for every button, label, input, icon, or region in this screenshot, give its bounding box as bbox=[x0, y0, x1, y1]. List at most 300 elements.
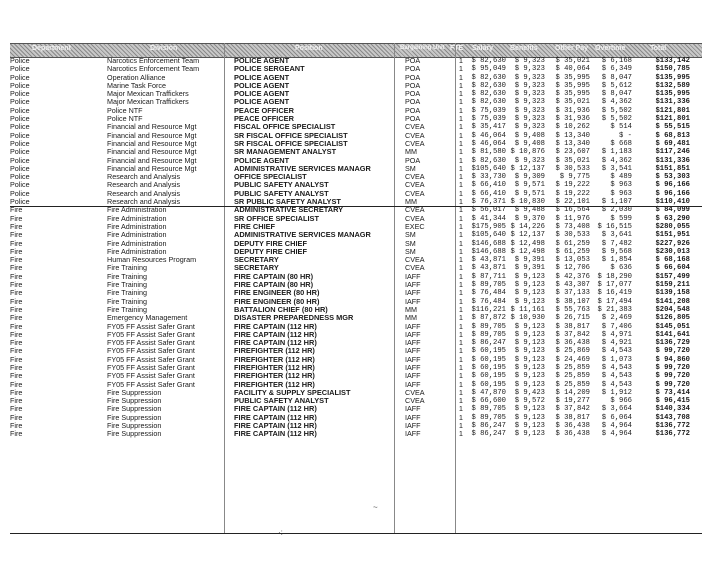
cell-salary: $ 60,195 bbox=[471, 372, 506, 381]
cell-position: ADMINISTRATIVE SECRETARY bbox=[234, 205, 344, 215]
cell-division: Financial and Resource Mgt bbox=[107, 122, 197, 132]
cell-total: $151,951 bbox=[655, 231, 690, 240]
cell-division: FY05 FF Assist Safer Grant bbox=[107, 338, 195, 348]
cell-overtime: $ 18,290 bbox=[597, 272, 632, 281]
cell-fte: 1 bbox=[458, 280, 463, 290]
cell-benefits: $ 9,571 bbox=[514, 181, 545, 190]
cell-salary: $146,688 bbox=[471, 239, 506, 248]
cell-benefits: $ 9,123 bbox=[514, 355, 545, 364]
cell-overtime: $ 489 bbox=[610, 173, 632, 182]
cell-total: $141,208 bbox=[655, 297, 690, 306]
cell-benefits: $ 9,323 bbox=[514, 65, 545, 74]
cell-other-pay: $ 42,376 bbox=[555, 272, 590, 281]
cell-salary: $ 35,417 bbox=[471, 123, 506, 132]
cell-benefits: $ 9,323 bbox=[514, 106, 545, 115]
cell-benefits: $ 9,123 bbox=[514, 380, 545, 389]
cell-fte: 1 bbox=[458, 122, 463, 132]
cell-salary: $105,640 bbox=[471, 164, 506, 173]
cell-overtime: $ 17,077 bbox=[597, 281, 632, 290]
cell-other-pay: $ 25,869 bbox=[555, 347, 590, 356]
cell-bargaining-unit: IAFF bbox=[405, 321, 421, 331]
cell-position: FIRE CAPTAIN (112 HR) bbox=[234, 338, 317, 348]
cell-division: Major Mexican Traffickers bbox=[107, 97, 189, 107]
cell-fte: 1 bbox=[458, 271, 463, 281]
cell-salary: $ 89,705 bbox=[471, 322, 506, 331]
cell-other-pay: $ 37,133 bbox=[555, 289, 590, 298]
cell-position: PEACE OFFICER bbox=[234, 114, 294, 124]
cell-other-pay: $ 73,408 bbox=[555, 222, 590, 231]
cell-department: Fire bbox=[10, 412, 23, 422]
cell-division: Fire Administration bbox=[107, 205, 167, 215]
cell-position: PEACE OFFICER bbox=[234, 105, 294, 115]
cell-benefits: $ 9,323 bbox=[514, 73, 545, 82]
cell-benefits: $ 11,161 bbox=[510, 305, 545, 314]
cell-total: $110,410 bbox=[655, 198, 690, 207]
cell-fte: 1 bbox=[458, 80, 463, 90]
cell-fte: 1 bbox=[458, 180, 463, 190]
cell-total: $ 63,290 bbox=[655, 214, 690, 223]
cell-total: $136,772 bbox=[655, 430, 690, 439]
cell-salary: $ 76,484 bbox=[471, 289, 506, 298]
cell-division: Emergency Management bbox=[107, 313, 188, 323]
cell-salary: $ 66,600 bbox=[471, 397, 506, 406]
cell-department: Fire bbox=[10, 304, 23, 314]
cell-salary: $ 87,872 bbox=[471, 314, 506, 323]
cell-department: Fire bbox=[10, 313, 23, 323]
cell-other-pay: $ 35,021 bbox=[555, 156, 590, 165]
cell-department: Fire bbox=[10, 221, 23, 231]
cell-other-pay: $ 37,842 bbox=[555, 405, 590, 414]
cell-overtime: $ 7,406 bbox=[601, 322, 632, 331]
cell-total: $157,499 bbox=[655, 272, 690, 281]
cell-bargaining-unit: EXEC bbox=[405, 221, 425, 231]
cell-position: FIRE CAPTAIN (112 HR) bbox=[234, 429, 317, 439]
cell-total: $132,589 bbox=[655, 81, 690, 90]
cell-department: Police bbox=[10, 64, 30, 74]
cell-fte: 1 bbox=[458, 197, 463, 207]
cell-department: Police bbox=[10, 122, 30, 132]
cell-department: Police bbox=[10, 197, 30, 207]
cell-fte: 1 bbox=[458, 163, 463, 173]
cell-position: FIREFIGHTER (112 HR) bbox=[234, 362, 315, 372]
cell-bargaining-unit: CVEA bbox=[405, 130, 425, 140]
cell-fte: 1 bbox=[458, 89, 463, 99]
cell-bargaining-unit: POA bbox=[405, 80, 421, 90]
cell-position: POLICE SERGEANT bbox=[234, 64, 305, 74]
cell-division: Financial and Resource Mgt bbox=[107, 147, 197, 157]
cell-position: FIREFIGHTER (112 HR) bbox=[234, 371, 315, 381]
cell-overtime: $ 21,383 bbox=[597, 305, 632, 314]
cell-division: Fire Administration bbox=[107, 246, 167, 256]
cell-department: Police bbox=[10, 147, 30, 157]
cell-position: FIRE CAPTAIN (112 HR) bbox=[234, 404, 317, 414]
cell-total: $143,708 bbox=[655, 413, 690, 422]
cell-other-pay: $ 22,101 bbox=[555, 198, 590, 207]
cell-salary: $175,905 bbox=[471, 222, 506, 231]
cell-department: Police bbox=[10, 80, 30, 90]
cell-benefits: $ 9,391 bbox=[514, 256, 545, 265]
cell-benefits: $ 9,123 bbox=[514, 413, 545, 422]
cell-other-pay: $ 37,842 bbox=[555, 330, 590, 339]
cell-division: Operation Alliance bbox=[107, 72, 166, 82]
cell-benefits: $ 9,123 bbox=[514, 281, 545, 290]
cell-bargaining-unit: CVEA bbox=[405, 180, 425, 190]
cell-fte: 1 bbox=[458, 105, 463, 115]
cell-benefits: $ 9,123 bbox=[514, 339, 545, 348]
cell-division: Fire Suppression bbox=[107, 412, 162, 422]
cell-position: DEPUTY FIRE CHIEF bbox=[234, 238, 307, 248]
cell-position: POLICE AGENT bbox=[234, 56, 290, 65]
cell-benefits: $ 9,123 bbox=[514, 422, 545, 431]
cell-salary: $ 82,630 bbox=[471, 73, 506, 82]
cell-total: $126,805 bbox=[655, 314, 690, 323]
cell-other-pay: $ 11,976 bbox=[555, 214, 590, 223]
cell-bargaining-unit: POA bbox=[405, 72, 421, 82]
cell-benefits: $ 9,123 bbox=[514, 372, 545, 381]
cell-position: DEPUTY FIRE CHIEF bbox=[234, 246, 307, 256]
table-bottom-rule bbox=[10, 533, 702, 534]
cell-position: PUBLIC SAFETY ANALYST bbox=[234, 180, 329, 190]
cell-other-pay: $ 30,533 bbox=[555, 164, 590, 173]
cell-benefits: $ 9,323 bbox=[514, 81, 545, 90]
cell-overtime: $ 668 bbox=[610, 139, 632, 148]
cell-department: Police bbox=[10, 172, 30, 182]
cell-department: Police bbox=[10, 89, 30, 99]
cell-bargaining-unit: SM bbox=[405, 238, 416, 248]
cell-salary: $ 66,410 bbox=[471, 189, 506, 198]
cell-bargaining-unit: SM bbox=[405, 246, 416, 256]
cell-total: $ 66,604 bbox=[655, 264, 690, 273]
cell-overtime: $ 599 bbox=[610, 214, 632, 223]
cell-benefits: $ 9,572 bbox=[514, 397, 545, 406]
cell-total: $227,926 bbox=[655, 239, 690, 248]
cell-salary: $ 60,195 bbox=[471, 363, 506, 372]
cell-fte: 1 bbox=[458, 72, 463, 82]
cell-fte: 1 bbox=[458, 296, 463, 306]
cell-overtime: $ 5,502 bbox=[601, 106, 632, 115]
cell-fte: 1 bbox=[458, 138, 463, 148]
cell-benefits: $ 9,571 bbox=[514, 189, 545, 198]
cell-overtime: $ 16,419 bbox=[597, 289, 632, 298]
cell-salary: $ 89,705 bbox=[471, 405, 506, 414]
cell-division: Fire Suppression bbox=[107, 387, 162, 397]
cell-bargaining-unit: IAFF bbox=[405, 271, 421, 281]
cell-bargaining-unit: CVEA bbox=[405, 387, 425, 397]
cell-fte: 1 bbox=[458, 114, 463, 124]
cell-bargaining-unit: IAFF bbox=[405, 429, 421, 439]
cell-division: Fire Suppression bbox=[107, 421, 162, 431]
cell-fte: 1 bbox=[458, 321, 463, 331]
cell-salary: $ 75,039 bbox=[471, 115, 506, 124]
cell-department: Fire bbox=[10, 396, 23, 406]
cell-overtime: $ 4,964 bbox=[601, 430, 632, 439]
cell-bargaining-unit: SM bbox=[405, 163, 416, 173]
cell-fte: 1 bbox=[458, 379, 463, 389]
cell-position: FISCAL OFFICE SPECIALIST bbox=[234, 122, 336, 132]
cell-position: FACILITY & SUPPLY SPECIALIST bbox=[234, 387, 351, 397]
cell-salary: $ 82,630 bbox=[471, 156, 506, 165]
cell-total: $139,158 bbox=[655, 289, 690, 298]
cell-overtime: $ 636 bbox=[610, 264, 632, 273]
cell-total: $151,851 bbox=[655, 164, 690, 173]
cell-total: $ 96,415 bbox=[655, 397, 690, 406]
cell-bargaining-unit: CVEA bbox=[405, 205, 425, 215]
cell-total: $135,995 bbox=[655, 90, 690, 99]
cell-other-pay: $ 35,995 bbox=[555, 73, 590, 82]
cell-total: $131,336 bbox=[655, 156, 690, 165]
cell-fte: 1 bbox=[458, 130, 463, 140]
cell-fte: 1 bbox=[458, 238, 463, 248]
cell-division: Police NTF bbox=[107, 114, 143, 124]
cell-other-pay: $ 19,222 bbox=[555, 181, 590, 190]
cell-other-pay: $ 13,053 bbox=[555, 256, 590, 265]
cell-division: Financial and Resource Mgt bbox=[107, 130, 197, 140]
cell-bargaining-unit: IAFF bbox=[405, 338, 421, 348]
cell-fte: 1 bbox=[458, 147, 463, 157]
cell-salary: $ 66,410 bbox=[471, 181, 506, 190]
cell-department: Fire bbox=[10, 238, 23, 248]
cell-overtime: $ 4,543 bbox=[601, 347, 632, 356]
cell-fte: 1 bbox=[458, 313, 463, 323]
cell-other-pay: $ 26,715 bbox=[555, 314, 590, 323]
cell-department: Fire bbox=[10, 230, 23, 240]
cell-other-pay: $ 13,340 bbox=[555, 139, 590, 148]
cell-position: FIRE CAPTAIN (80 HR) bbox=[234, 280, 314, 290]
cell-fte: 1 bbox=[458, 230, 463, 240]
cell-overtime: $ 4,921 bbox=[601, 339, 632, 348]
cell-department: Fire bbox=[10, 246, 23, 256]
cell-benefits: $ 10,876 bbox=[510, 148, 545, 157]
cell-position: SECRETARY bbox=[234, 255, 279, 265]
cell-other-pay: $ 13,340 bbox=[555, 131, 590, 140]
cell-position: SR OFFICE SPECIALIST bbox=[234, 213, 319, 223]
cell-benefits: $ 12,498 bbox=[510, 239, 545, 248]
cell-bargaining-unit: IAFF bbox=[405, 412, 421, 422]
cell-salary: $ 82,630 bbox=[471, 98, 506, 107]
cell-other-pay: $ 30,533 bbox=[555, 231, 590, 240]
cell-salary: $ 75,039 bbox=[471, 106, 506, 115]
cell-bargaining-unit: IAFF bbox=[405, 354, 421, 364]
cell-other-pay: $ 12,706 bbox=[555, 264, 590, 273]
cell-department: Police bbox=[10, 97, 30, 107]
cell-bargaining-unit: POA bbox=[405, 56, 421, 65]
cell-fte: 1 bbox=[458, 421, 463, 431]
cell-department: Police bbox=[10, 105, 30, 115]
cell-division: FY05 FF Assist Safer Grant bbox=[107, 346, 195, 356]
cell-bargaining-unit: CVEA bbox=[405, 138, 425, 148]
cell-division: FY05 FF Assist Safer Grant bbox=[107, 379, 195, 389]
cell-other-pay: $ 25,859 bbox=[555, 372, 590, 381]
header-division: Division bbox=[150, 45, 178, 52]
cell-division: Financial and Resource Mgt bbox=[107, 155, 197, 165]
cell-department: Fire bbox=[10, 271, 23, 281]
cell-benefits: $ 9,123 bbox=[514, 322, 545, 331]
cell-benefits: $ 9,323 bbox=[514, 123, 545, 132]
cell-position: POLICE AGENT bbox=[234, 80, 290, 90]
cell-other-pay: $ 31,936 bbox=[555, 115, 590, 124]
cell-position: DISASTER PREPAREDNESS MGR bbox=[234, 313, 354, 323]
cell-position: ADMINISTRATIVE SERVICES MANAGR bbox=[234, 230, 371, 240]
cell-division: Fire Suppression bbox=[107, 404, 162, 414]
cell-total: $ 94,860 bbox=[655, 355, 690, 364]
cell-fte: 1 bbox=[458, 255, 463, 265]
cell-benefits: $ 9,423 bbox=[514, 388, 545, 397]
cell-total: $ 96,166 bbox=[655, 189, 690, 198]
cell-benefits: $ 9,323 bbox=[514, 98, 545, 107]
cell-division: Fire Administration bbox=[107, 221, 167, 231]
cell-overtime: $ 6,349 bbox=[601, 65, 632, 74]
cell-fte: 1 bbox=[458, 346, 463, 356]
cell-salary: $ 33,730 bbox=[471, 173, 506, 182]
cell-department: Fire bbox=[10, 387, 23, 397]
cell-position: FIRE CAPTAIN (112 HR) bbox=[234, 421, 317, 431]
header-benefits: Benefits bbox=[510, 45, 538, 52]
cell-overtime: $ 1,183 bbox=[601, 148, 632, 157]
cell-salary: $ 60,195 bbox=[471, 347, 506, 356]
cell-benefits: $ 9,123 bbox=[514, 405, 545, 414]
cell-salary: $ 76,371 bbox=[471, 198, 506, 207]
cell-fte: 1 bbox=[458, 412, 463, 422]
cell-overtime: $ - bbox=[619, 131, 632, 140]
cell-position: POLICE AGENT bbox=[234, 155, 290, 165]
cell-position: SECRETARY bbox=[234, 263, 279, 273]
cell-salary: $ 87,711 bbox=[471, 272, 506, 281]
cell-division: FY05 FF Assist Safer Grant bbox=[107, 321, 195, 331]
cell-bargaining-unit: CVEA bbox=[405, 172, 425, 182]
cell-department: Police bbox=[10, 155, 30, 165]
cell-fte: 1 bbox=[458, 172, 463, 182]
cell-division: Financial and Resource Mgt bbox=[107, 138, 197, 148]
cell-overtime: $ 4,971 bbox=[601, 330, 632, 339]
cell-overtime: $ 2,469 bbox=[601, 314, 632, 323]
cell-position: BATTALION CHIEF (80 HR) bbox=[234, 304, 328, 314]
cell-total: $ 55,515 bbox=[655, 123, 690, 132]
cell-bargaining-unit: MM bbox=[405, 197, 417, 207]
cell-department: Fire bbox=[10, 321, 23, 331]
cell-overtime: $ 17,494 bbox=[597, 297, 632, 306]
cell-benefits: $ 9,323 bbox=[514, 115, 545, 124]
cell-overtime: $ 4,964 bbox=[601, 422, 632, 431]
cell-fte: 1 bbox=[458, 221, 463, 231]
cell-overtime: $ 966 bbox=[610, 397, 632, 406]
cell-salary: $ 46,064 bbox=[471, 139, 506, 148]
cell-department: Fire bbox=[10, 296, 23, 306]
cell-other-pay: $ 61,259 bbox=[555, 247, 590, 256]
cell-benefits: $ 12,498 bbox=[510, 247, 545, 256]
cell-department: Police bbox=[10, 72, 30, 82]
cell-salary: $ 46,064 bbox=[471, 131, 506, 140]
cell-division: Narcotics Enforcement Team bbox=[107, 64, 200, 74]
cell-total: $145,051 bbox=[655, 322, 690, 331]
cell-overtime: $ 1,854 bbox=[601, 256, 632, 265]
cell-division: FY05 FF Assist Safer Grant bbox=[107, 362, 195, 372]
cell-department: Police bbox=[10, 114, 30, 124]
table-body bbox=[10, 57, 710, 439]
cell-overtime: $ 8,047 bbox=[601, 73, 632, 82]
cell-overtime: $ 6,064 bbox=[601, 413, 632, 422]
cell-fte: 1 bbox=[458, 387, 463, 397]
cell-total: $131,336 bbox=[655, 98, 690, 107]
cell-division: FY05 FF Assist Safer Grant bbox=[107, 354, 195, 364]
cell-benefits: $ 12,137 bbox=[510, 231, 545, 240]
cell-benefits: $ 9,123 bbox=[514, 347, 545, 356]
scan-speck: ·: bbox=[278, 528, 283, 537]
cell-overtime: $ 963 bbox=[610, 189, 632, 198]
cell-other-pay: $ 19,277 bbox=[555, 397, 590, 406]
cell-other-pay: $ 35,021 bbox=[555, 98, 590, 107]
cell-position: FIREFIGHTER (112 HR) bbox=[234, 346, 315, 356]
cell-department: Police bbox=[10, 56, 30, 65]
cell-department: Fire bbox=[10, 213, 23, 223]
cell-department: Fire bbox=[10, 255, 23, 265]
cell-bargaining-unit: POA bbox=[405, 97, 421, 107]
cell-division: Fire Suppression bbox=[107, 429, 162, 439]
cell-position: FIRE CAPTAIN (112 HR) bbox=[234, 329, 317, 339]
cell-benefits: $ 9,488 bbox=[514, 206, 545, 215]
cell-department: Fire bbox=[10, 354, 23, 364]
cell-bargaining-unit: MM bbox=[405, 147, 417, 157]
cell-overtime: $ 7,482 bbox=[601, 239, 632, 248]
cell-overtime: $ 6,168 bbox=[601, 57, 632, 65]
cell-division: Fire Training bbox=[107, 263, 147, 273]
header-other-pay: Other Pay bbox=[555, 45, 589, 52]
cell-other-pay: $ 10,262 bbox=[555, 123, 590, 132]
cell-bargaining-unit: MM bbox=[405, 304, 417, 314]
cell-division: Fire Administration bbox=[107, 238, 167, 248]
cell-bargaining-unit: POA bbox=[405, 89, 421, 99]
cell-benefits: $ 9,408 bbox=[514, 139, 545, 148]
cell-total: $ 68,168 bbox=[655, 256, 690, 265]
cell-division: Fire Training bbox=[107, 271, 147, 281]
cell-fte: 1 bbox=[458, 429, 463, 439]
cell-division: Fire Training bbox=[107, 296, 147, 306]
cell-position: FIRE CAPTAIN (112 HR) bbox=[234, 412, 317, 422]
cell-position: POLICE AGENT bbox=[234, 72, 290, 82]
cell-total: $ 73,414 bbox=[655, 388, 690, 397]
cell-total: $ 99,720 bbox=[655, 347, 690, 356]
cell-division: Police NTF bbox=[107, 105, 143, 115]
cell-total: $ 99,720 bbox=[655, 372, 690, 381]
cell-other-pay: $ 31,936 bbox=[555, 106, 590, 115]
cell-overtime: $ 1,073 bbox=[601, 355, 632, 364]
cell-bargaining-unit: CVEA bbox=[405, 255, 425, 265]
cell-other-pay: $ 55,763 bbox=[555, 305, 590, 314]
cell-department: Fire bbox=[10, 429, 23, 439]
cell-benefits: $ 9,123 bbox=[514, 363, 545, 372]
cell-bargaining-unit: CVEA bbox=[405, 213, 425, 223]
cell-overtime: $ 4,543 bbox=[601, 372, 632, 381]
cell-fte: 1 bbox=[458, 205, 463, 215]
cell-other-pay: $ 35,021 bbox=[555, 57, 590, 65]
cell-total: $121,801 bbox=[655, 106, 690, 115]
cell-total: $ 69,481 bbox=[655, 139, 690, 148]
cell-position: SR FISCAL OFFICE SPECIALIST bbox=[234, 130, 348, 140]
cell-benefits: $ 9,323 bbox=[514, 57, 545, 65]
cell-benefits: $ 9,391 bbox=[514, 264, 545, 273]
cell-benefits: $ 9,123 bbox=[514, 330, 545, 339]
cell-overtime: $ 5,502 bbox=[601, 115, 632, 124]
cell-benefits: $ 9,323 bbox=[514, 90, 545, 99]
cell-position: FIRE ENGINEER (80 HR) bbox=[234, 296, 320, 306]
cell-total: $ 99,720 bbox=[655, 380, 690, 389]
cell-department: Police bbox=[10, 138, 30, 148]
cell-bargaining-unit: IAFF bbox=[405, 329, 421, 339]
cell-fte: 1 bbox=[458, 304, 463, 314]
cell-total: $117,246 bbox=[655, 148, 690, 157]
cell-total: $ 53,303 bbox=[655, 173, 690, 182]
cell-division: Fire Suppression bbox=[107, 396, 162, 406]
cell-benefits: $ 9,123 bbox=[514, 272, 545, 281]
